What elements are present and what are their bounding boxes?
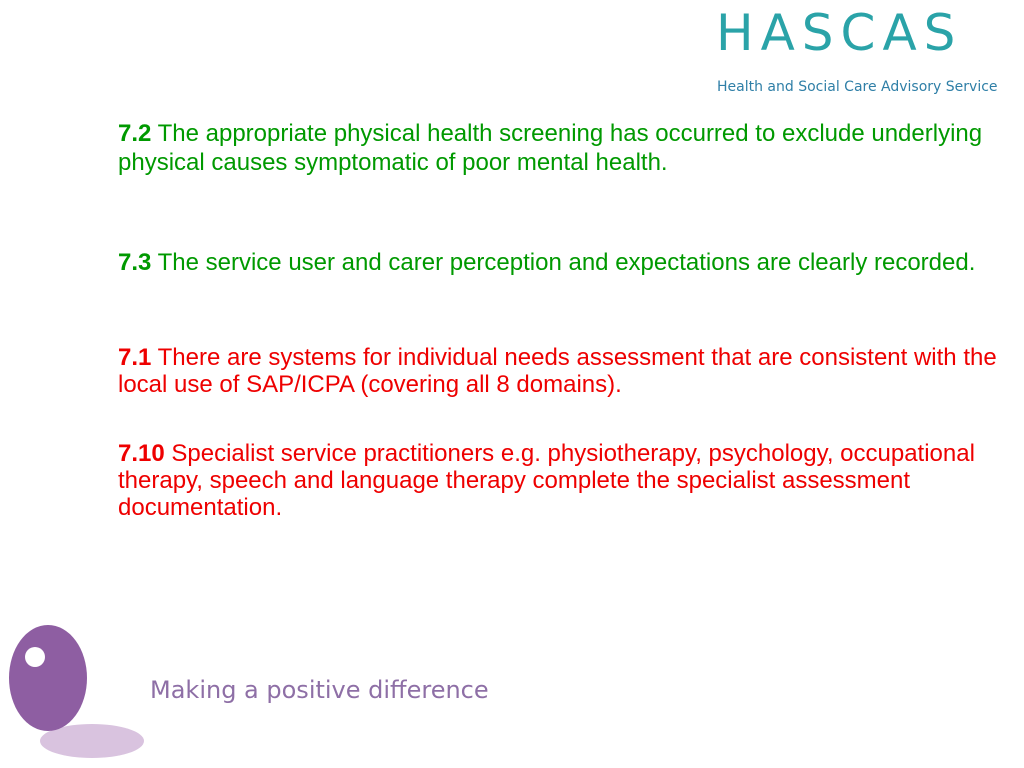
assessment-item-7-3 bbox=[118, 250, 998, 277]
assessment-item-7-10 bbox=[118, 441, 998, 522]
item-text: There are systems for individual needs assessment that are consistent with the local use of SAP/ICPA (covering all 8 domains). bbox=[118, 344, 997, 398]
assessment-item-7-1 bbox=[118, 345, 998, 399]
hascas-logo-subtitle: Health and Social Care Advisory Service bbox=[717, 79, 998, 95]
item-number: 7.3 bbox=[118, 249, 152, 276]
assessment-item-7-2 bbox=[118, 120, 998, 178]
item-text: The service user and carer perception and expectations are clearly recorded. bbox=[157, 249, 976, 276]
item-text: The appropriate physical health screening has occurred to exclude underlying physical causes symptomatic of poor mental health. bbox=[118, 120, 983, 176]
tagline: Making a positive difference bbox=[150, 676, 489, 704]
hascas-logo: HASCAS bbox=[716, 4, 963, 62]
item-number: 7.1 bbox=[118, 344, 152, 371]
item-number: 7.10 bbox=[118, 440, 165, 467]
item-text: Specialist service practitioners e.g. physiotherapy, psychology, occupational therapy, speech and language therapy complete the specialist assessment documentation. bbox=[118, 440, 975, 521]
purple-oval-logo-icon bbox=[0, 620, 160, 768]
item-number: 7.2 bbox=[118, 120, 152, 147]
